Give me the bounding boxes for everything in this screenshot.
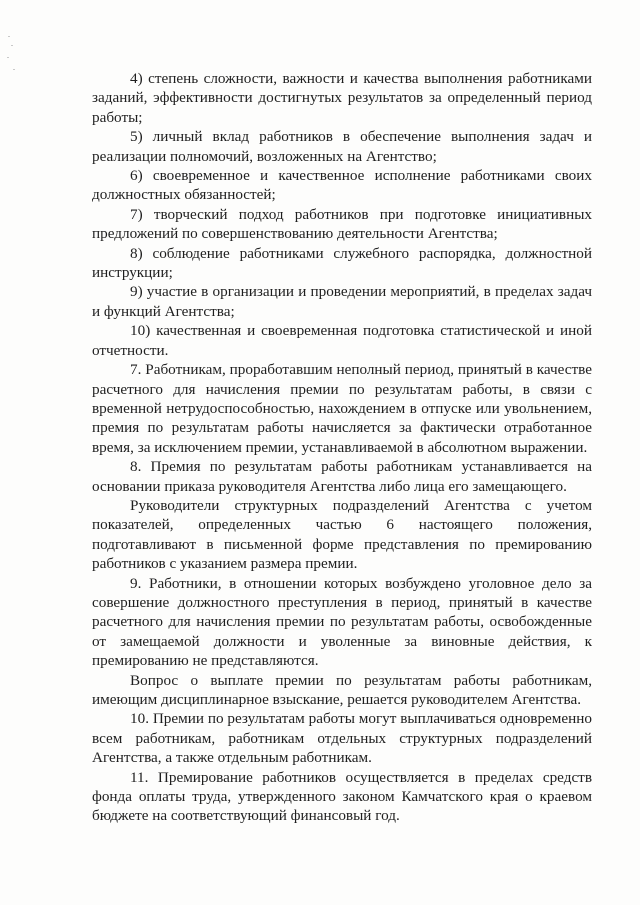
list-item-10: 10) качественная и своевременная подготовка статистической и иной отчетности.	[92, 322, 592, 359]
list-item-6: 6) своевременное и качественное исполнение работниками своих должностных обязанностей;	[92, 167, 592, 204]
list-item-4: 4) степень сложности, важности и качества выполнения работниками заданий, эффективности достигнутых результатов за определенный период работы;	[92, 70, 592, 126]
list-item-5: 5) личный вклад работников в обеспечение выполнения задач и реализации полномочий, возложенных на Агентство;	[92, 128, 592, 165]
document-body	[92, 69, 592, 826]
clause-11: 11. Премирование работников осуществляется в пределах средств фонда оплаты труда, утвержденного законом Камчатского края о краевом бюджете на соответствующий финансовый год.	[92, 768, 592, 825]
clause-9-paragraph-2: Вопрос о выплате премии по результатам работы работникам, имеющим дисциплинарное взыскание, решается руководителем Агентства.	[92, 671, 592, 708]
list-item-9: 9) участие в организации и проведении мероприятий, в пределах задач и функций Агентства;	[92, 283, 592, 320]
list-item-7: 7) творческий подход работников при подготовке инициативных предложений по совершенствованию деятельности Агентства;	[92, 205, 592, 243]
clause-9: 9. Работники, в отношении которых возбуждено уголовное дело за совершение должностного преступления в период, принятый в качестве расчетного для начисления премии по результатам работы, освобожденные от замещаемой должности и уволенные за виновные действия, к премированию не представляются.	[92, 574, 592, 670]
list-item-8: 8) соблюдение работниками служебного распорядка, должностной инструкции;	[92, 244, 592, 282]
clause-8: 8. Премия по результатам работы работникам устанавливается на основании приказа руководителя Агентства либо лица его замещающего.	[92, 458, 592, 495]
scan-artifact	[6, 36, 18, 76]
clause-8-paragraph-2: Руководители структурных подразделений Агентства с учетом показателей, определенных частью 6 настоящего положения, подготавливают в письменной форме представления по премированию работников с указанием размера премии.	[92, 496, 592, 573]
clause-10: 10. Премии по результатам работы могут выплачиваться одновременно всем работникам, работникам отдельных структурных подразделений Агентства, а также отдельным работникам.	[92, 710, 592, 767]
clause-7: 7. Работникам, проработавшим неполный период, принятый в качестве расчетного для начисления премии по результатам работы, в связи с временной нетрудоспособностью, нахождением в отпуске или увольнением, премия по результатам работы начисляется за фактически отработанное время, за исключением премии, устанавливаемой в абсолютном выражении.	[92, 361, 592, 456]
